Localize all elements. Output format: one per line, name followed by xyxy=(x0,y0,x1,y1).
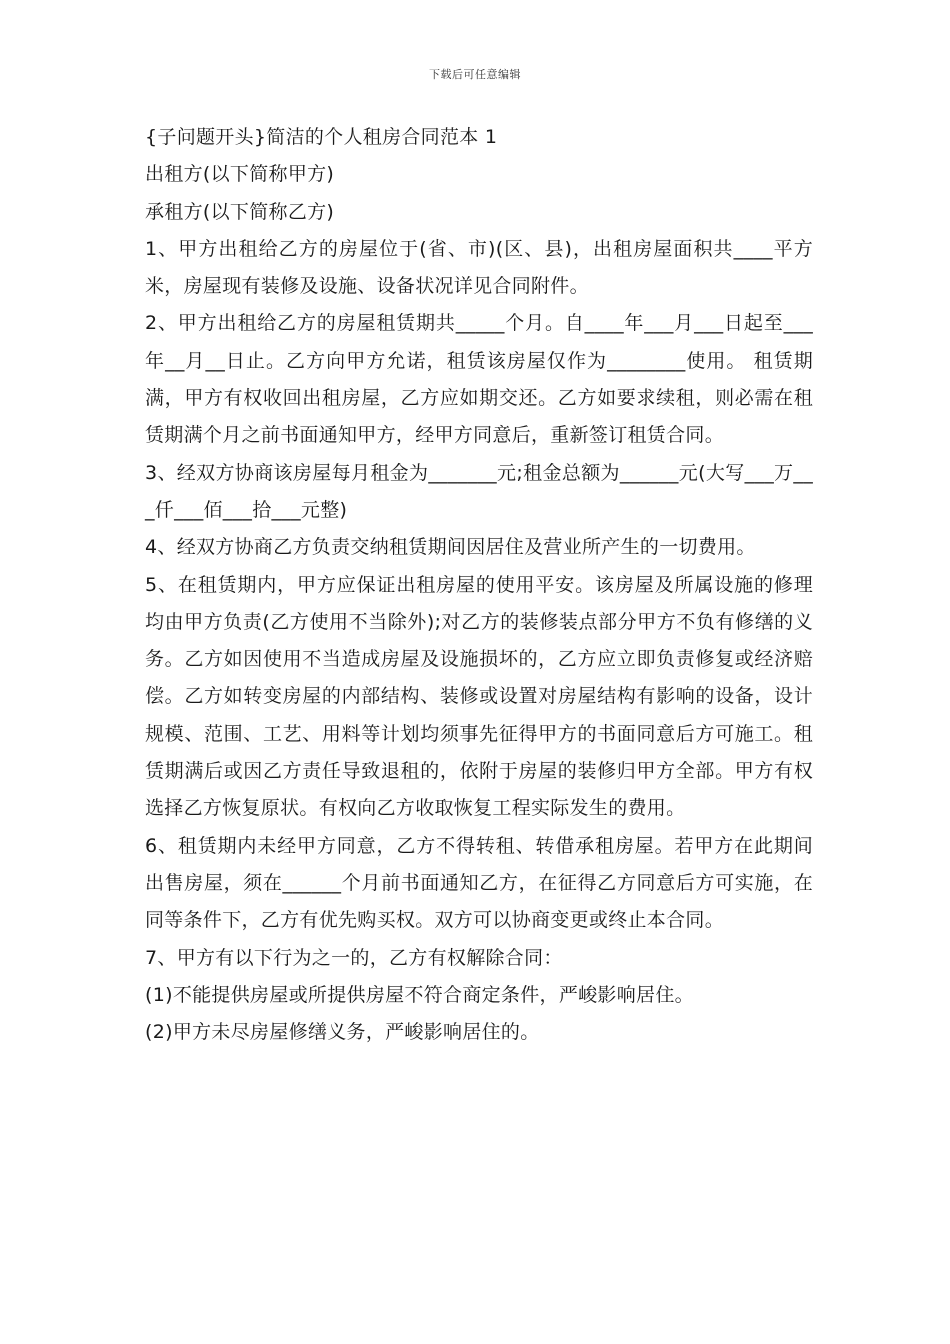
clause-5: 5、在租赁期内，甲方应保证出租房屋的使用平安。该房屋及所属设施的修理均由甲方负责(乙方使用不当除外);对乙方的装修装点部分甲方不负有修缮的义务。乙方如因使用不当造成房屋及设施损坏的，乙方应立即负责修复或经济赔偿。乙方如转变房屋的内部结构、装修或设置对房屋结构有影响的设备，设计规模、范围、工艺、用料等计划均须事先征得甲方的书面同意后方可施工。租赁期满后或因乙方责任导致退租的，依附于房屋的装修归甲方全部。甲方有权选择乙方恢复原状。有权向乙方收取恢复工程实际发生的费用。 xyxy=(145,573,813,820)
clause-1: 1、甲方出租给乙方的房屋位于(省、市)(区、县)，出租房屋面积共____平方米，房屋现有装修及设施、设备状况详见合同附件。 xyxy=(145,237,813,298)
clause-7-item-2: (2)甲方未尽房屋修缮义务，严峻影响居住的。 xyxy=(145,1021,540,1044)
document-title: {子问题开头}简洁的个人租房合同范本 1 xyxy=(145,126,498,148)
document-body xyxy=(145,119,813,1051)
clause-4: 4、经双方协商乙方负责交纳租赁期间因居住及营业所产生的一切费用。 xyxy=(145,536,756,559)
clause-3: 3、经双方协商该房屋每月租金为_______元;租金总额为______元(大写___万___仟___佰___拾___元整) xyxy=(145,461,813,521)
clause-6: 6、租赁期内未经甲方同意，乙方不得转租、转借承租房屋。若甲方在此期间出售房屋，须在______个月前书面通知乙方，在征得乙方同意后方可实施，在同等条件下，乙方有优先购买权。双方可以协商变更或终止本合同。 xyxy=(145,834,813,932)
clause-7-item-1: (1)不能提供房屋或所提供房屋不符合商定条件，严峻影响居住。 xyxy=(145,983,694,1006)
lessor-line: 出租方(以下简称甲方) xyxy=(145,163,335,186)
clause-2: 2、甲方出租给乙方的房屋租赁期共_____个月。自____年___月___日起至___年__月__日止。乙方向甲方允诺，租赁该房屋仅作为________使用。 租赁期满，甲方有权收回出租房屋，乙方应如期交还。乙方如要求续租，则必需在租赁期满个月之前书面通知甲方，经甲方同意后，重新签订租赁合同。 xyxy=(145,312,813,447)
clause-7: 7、甲方有以下行为之一的，乙方有权解除合同： xyxy=(145,946,563,969)
lessee-line: 承租方(以下简称乙方) xyxy=(145,200,335,223)
page-header-note: 下载后可任意编辑 xyxy=(429,68,521,81)
